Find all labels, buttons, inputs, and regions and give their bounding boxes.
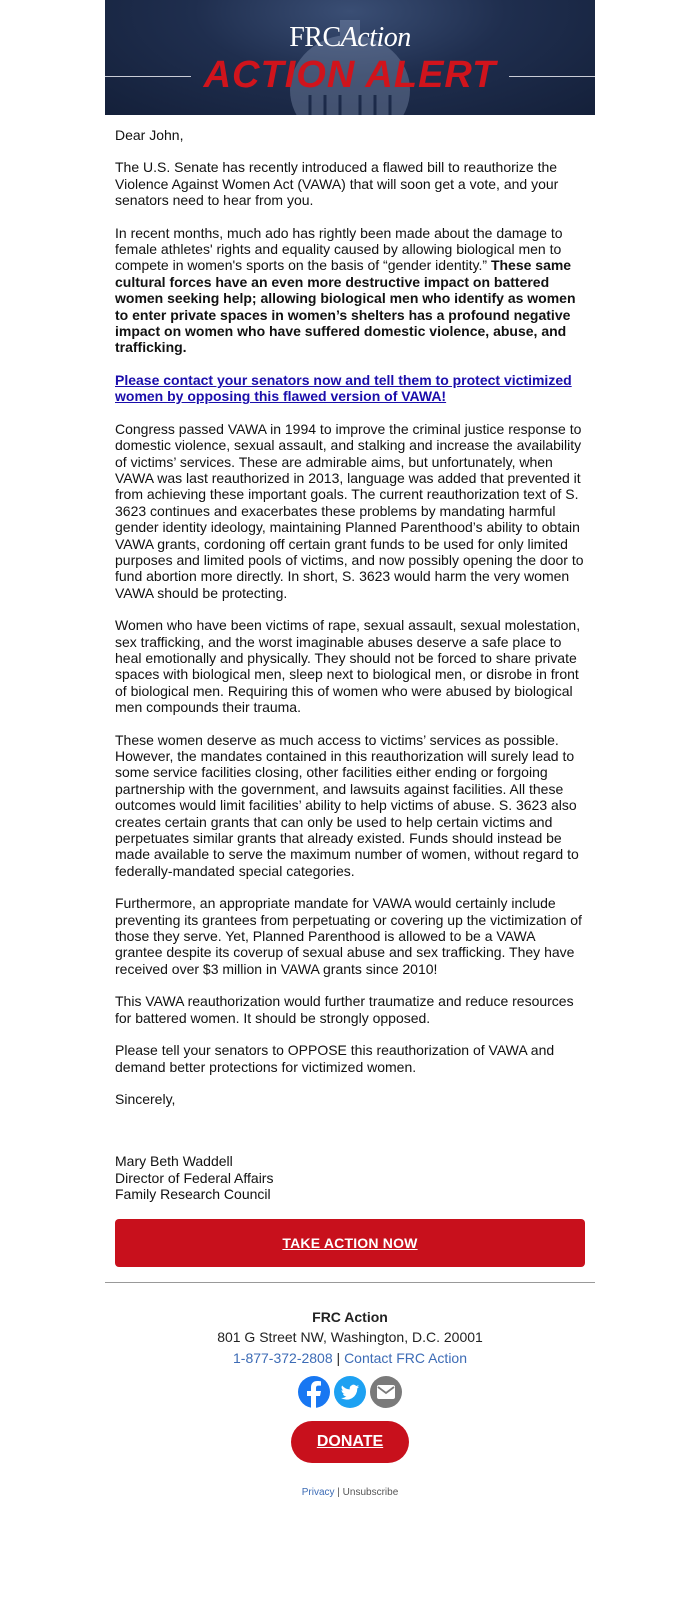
unsubscribe-link[interactable]: Unsubscribe xyxy=(342,1487,399,1499)
social-links xyxy=(105,1376,595,1408)
footer xyxy=(105,1283,595,1504)
paragraph-1: The U.S. Senate has recently introduced a flawed bill to reauthorize the Violence Against Women Act (VAWA) that will soon get a vote, and your senators need to hear from you. xyxy=(115,159,559,209)
email-container xyxy=(105,0,595,1504)
contact-link[interactable]: Contact FRC Action xyxy=(344,1349,467,1366)
footer-org: FRC Action xyxy=(312,1308,388,1325)
take-action-button[interactable]: TAKE ACTION NOW xyxy=(115,1219,585,1267)
paragraph-6: Furthermore, an appropriate mandate for VAWA would certainly include preventing its grantees from perpetuating or covering up the victimization of those they serve. Yet, Planned Parenthood is allowed to be a VAWA grantee despite its coverup of sexual abuse and sex trafficking. They have received over $3 million in VAWA grants since 2010! xyxy=(115,895,582,977)
paragraph-5: These women deserve as much access to victims’ services as possible. However, the mandates contained in this reauthorization will surely lead to some service facilities closing, other facilities either ending or forgoing partnership with the government, and lawsuits against facilities. All these outcomes would limit facilities’ ability to help victims of abuse. S. 3623 also creates certain grants that can only be used to help certain victims and perpetuates similar grants that already existed. Funds should instead be made available to serve the maximum number of women, without regard to federally-mandated special categories. xyxy=(115,731,579,879)
donate-button[interactable]: DONATE xyxy=(291,1421,409,1463)
facebook-icon[interactable] xyxy=(298,1376,330,1408)
action-alert-banner xyxy=(105,0,595,115)
signature xyxy=(115,1153,585,1202)
email-body xyxy=(105,115,595,1203)
frc-action-logo: FRCAction xyxy=(289,22,411,53)
paragraph-3: Congress passed VAWA in 1994 to improve the criminal justice response to domestic violence, sexual assault, and stalking and increase the availability of victims’ services. These are admirable aims, but unfortunately, when VAWA was last reauthorized in 2013, language was added that prevented it from achieving these important goals. The current reauthorization text of S. 3623 continues and exacerbates these problems by mandating harmful gender identity ideology, maintaining Planned Parenthood’s ability to obtain VAWA grants, cordoning off certain grant funds to be used for only limited purposes and limited pools of victims, and now possibly opening the door to fund abortion more directly. In short, S. 3623 would harm the very women VAWA should be protecting. xyxy=(115,420,584,601)
footer-contact-line: 1-877-372-2808 | Contact FRC Action xyxy=(233,1349,467,1366)
banner-title: ACTION ALERT xyxy=(203,54,497,96)
greeting: Dear John, xyxy=(115,127,184,143)
twitter-icon[interactable] xyxy=(334,1376,366,1408)
paragraph-4: Women who have been victims of rape, sexual assault, sexual molestation, sex trafficking, and the worst imaginable abuses deserve a safe place to heal emotionally and physically. They should not be forced to share private spaces with biological men, sleep next to biological men, or disrobe in front of biological men. Requiring this of women who were abused by biological men compounds their trauma. xyxy=(115,617,581,716)
signature-org: Family Research Council xyxy=(115,1186,271,1203)
contact-senators-paragraph xyxy=(115,372,585,405)
contact-senators-link[interactable]: Please contact your senators now and tell them to protect victimized women by opposing this flawed version of VAWA! xyxy=(115,371,572,405)
paragraph-2: In recent months, much ado has rightly been made about the damage to female athletes' rights and equality caused by allowing biological men to compete in women's sports on the basis of “gender identity.” These same cultural forces have an even more destructive impact on battered women seeking help; allowing biological men who identify as women to enter private spaces in women’s shelters has a profound negative impact on women who have suffered domestic violence, abuse, and trafficking. xyxy=(115,224,576,356)
legal-links: Privacy | Unsubscribe xyxy=(301,1487,399,1499)
email-icon[interactable] xyxy=(370,1376,402,1408)
paragraph-7: This VAWA reauthorization would further traumatize and reduce resources for battered women. It should be strongly opposed. xyxy=(115,993,574,1026)
phone-link[interactable]: 1-877-372-2808 xyxy=(233,1349,333,1366)
privacy-link[interactable]: Privacy xyxy=(301,1487,335,1499)
signature-name: Mary Beth Waddell xyxy=(115,1153,233,1170)
footer-address: 801 G Street NW, Washington, D.C. 20001 xyxy=(217,1329,483,1346)
signature-title: Director of Federal Affairs xyxy=(115,1169,274,1186)
paragraph-8: Please tell your senators to OPPOSE this reauthorization of VAWA and demand better protections for victimized women. xyxy=(115,1042,555,1075)
closing: Sincerely, xyxy=(115,1090,176,1107)
